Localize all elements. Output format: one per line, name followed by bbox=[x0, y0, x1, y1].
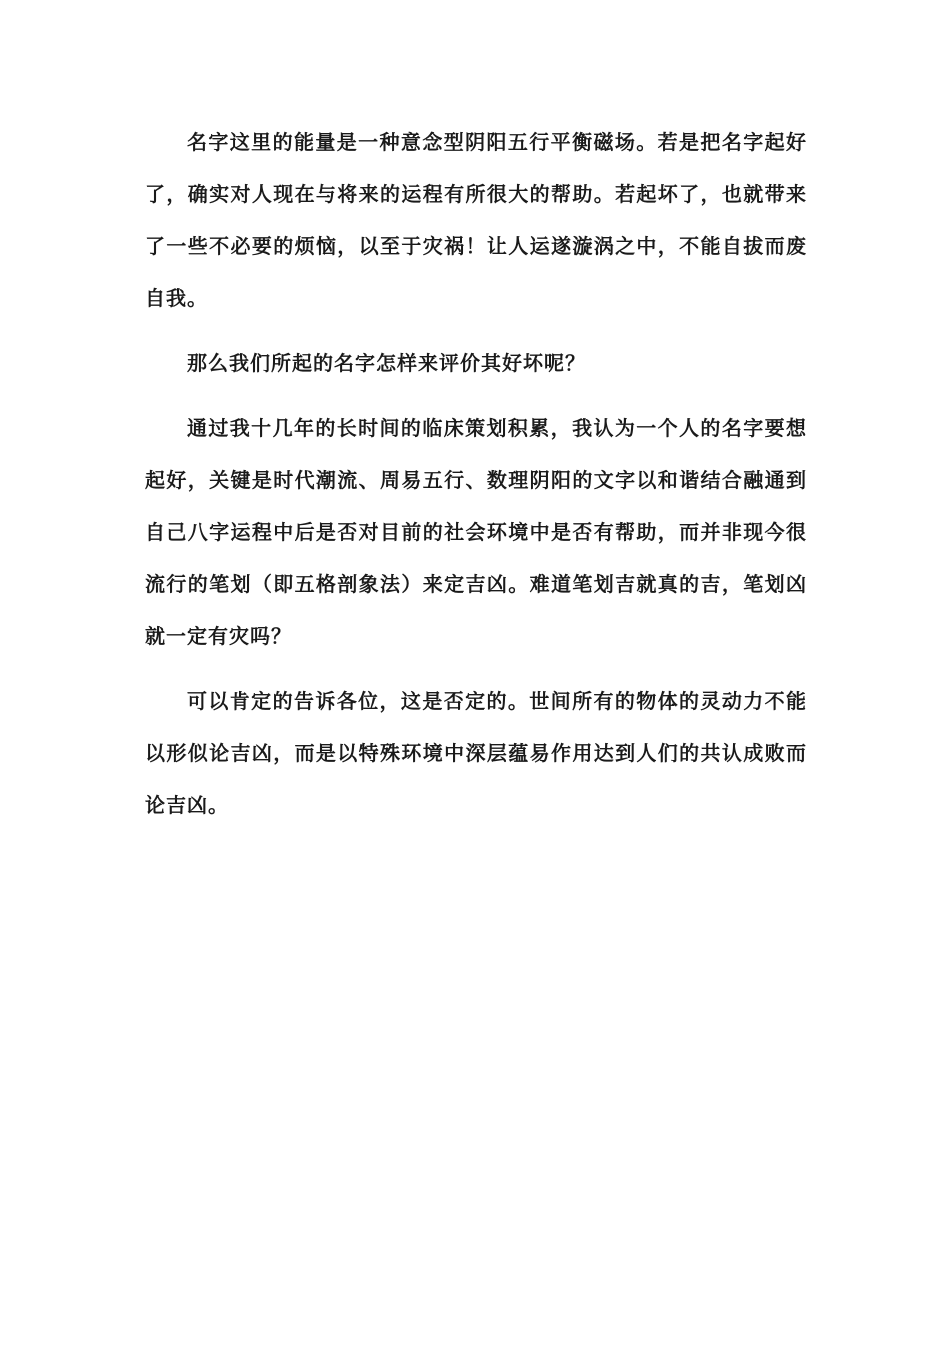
paragraph-1: 名字这里的能量是一种意念型阴阳五行平衡磁场。若是把名字起好了，确实对人现在与将来的运程有所很大的帮助。若起坏了，也就带来了一些不必要的烦恼，以至于灾祸！让人运遂漩涡之中，不能自拔而废自我。 bbox=[145, 130, 807, 310]
document-body bbox=[145, 116, 807, 844]
paragraph-4: 可以肯定的告诉各位，这是否定的。世间所有的物体的灵动力不能以形似论吉凶，而是以特殊环境中深层蕴易作用达到人们的共认成败而论吉凶。 bbox=[145, 689, 807, 817]
paragraph-3: 通过我十几年的长时间的临床策划积累，我认为一个人的名字要想起好，关键是时代潮流、周易五行、数理阴阳的文字以和谐结合融通到自己八字运程中后是否对目前的社会环境中是否有帮助，而并非现今很流行的笔划（即五格剖象法）来定吉凶。难道笔划吉就真的吉，笔划凶就一定有灾吗？ bbox=[145, 416, 807, 648]
paragraph-2: 那么我们所起的名字怎样来评价其好坏呢？ bbox=[187, 351, 586, 375]
